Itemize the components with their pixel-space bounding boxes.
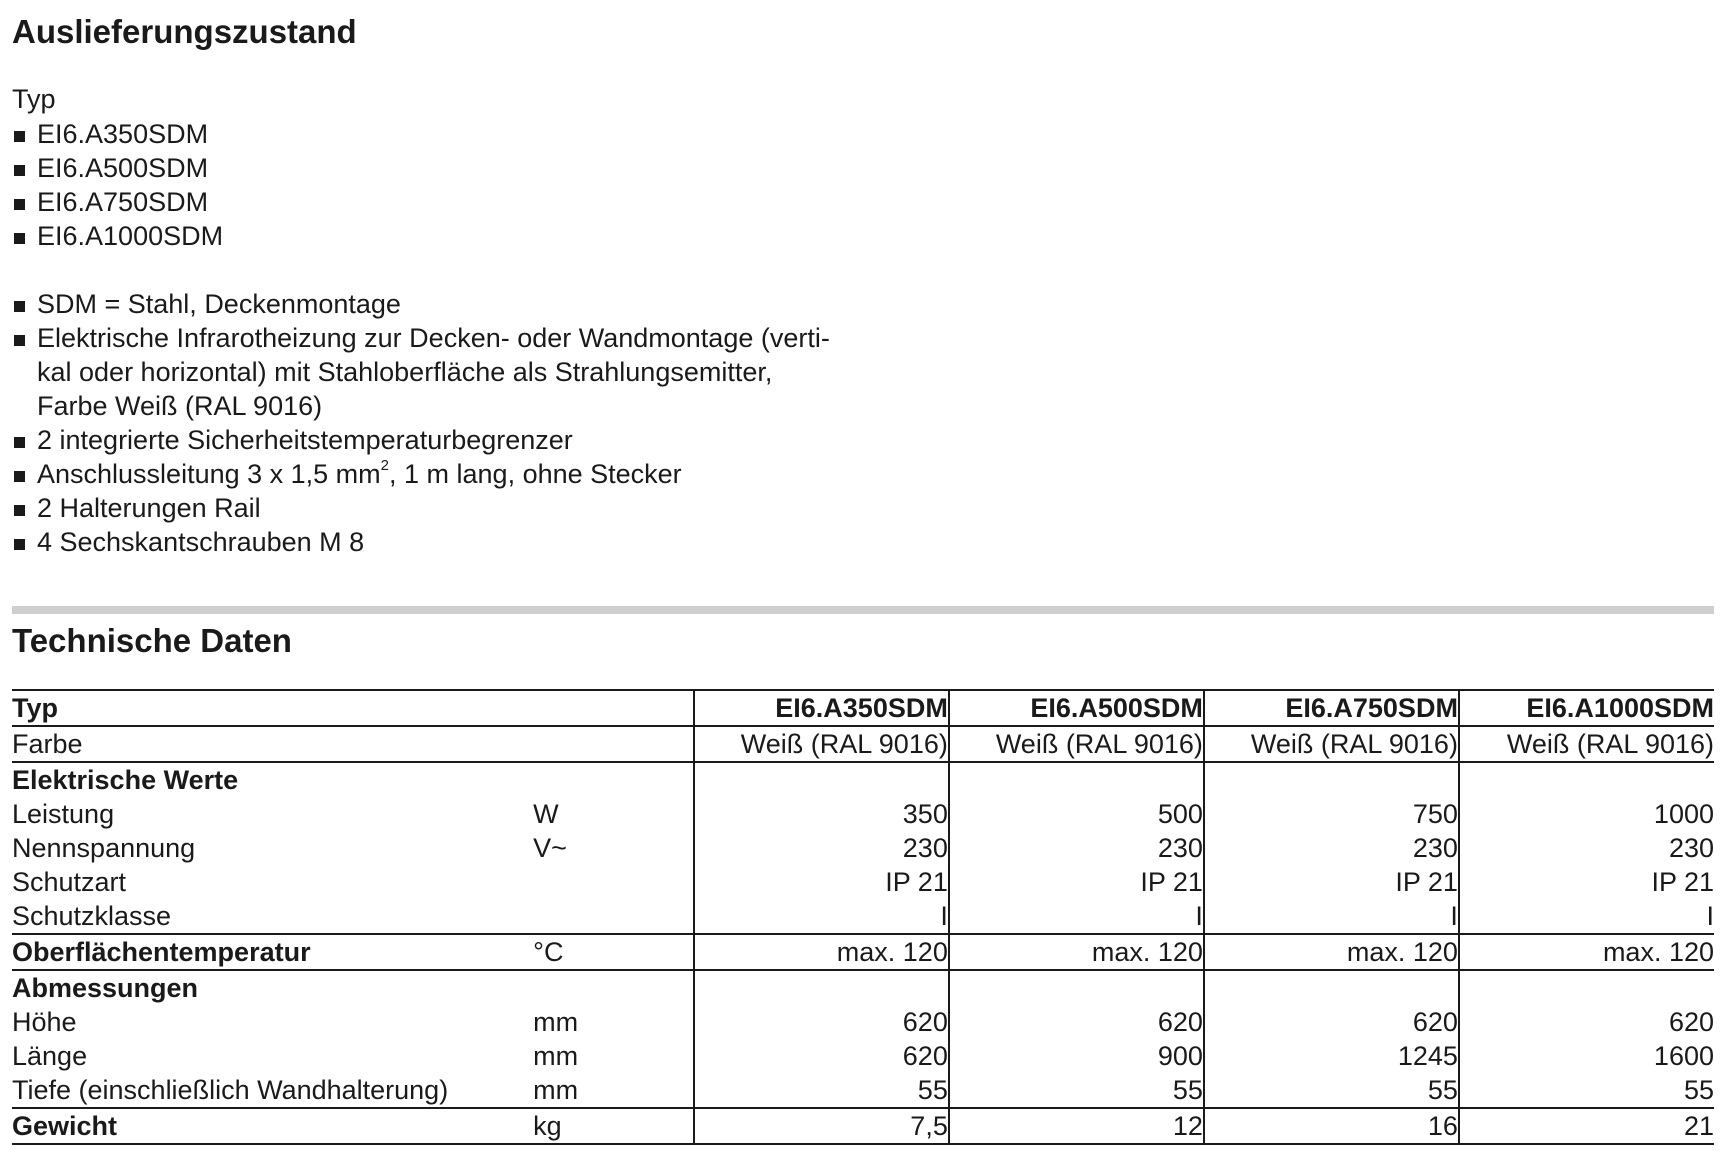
- row-unit: [533, 726, 694, 762]
- cell-value: Weiß (RAL 9016): [1204, 726, 1459, 762]
- row-label: Nennspannung: [12, 833, 196, 863]
- row-label: Leistung: [12, 799, 115, 829]
- cell-value: 230: [1459, 831, 1714, 865]
- table-row: [12, 1005, 1714, 1039]
- cell-value: I: [694, 899, 949, 934]
- section-heading-delivery: Auslieferungszustand: [12, 13, 357, 50]
- cell-value: 55: [694, 1073, 949, 1108]
- cell-value: [1459, 762, 1714, 797]
- cell-value: 620: [694, 1039, 949, 1073]
- row-label: Schutzklasse: [12, 899, 533, 934]
- table-row: [12, 934, 1714, 970]
- row-label: Höhe: [12, 1007, 77, 1037]
- cell-value: IP 21: [1204, 865, 1459, 899]
- row-label: Länge: [12, 1041, 88, 1071]
- cell-value: IP 21: [949, 865, 1204, 899]
- cell-value: 16: [1204, 1108, 1459, 1144]
- table-row: [12, 865, 1714, 899]
- row-unit: mm: [533, 1073, 694, 1108]
- row-unit: kg: [533, 1108, 694, 1144]
- cell-value: IP 21: [1459, 865, 1714, 899]
- list-item: [12, 457, 892, 491]
- cell-value: 620: [1459, 1005, 1714, 1039]
- section-heading-technical: Technische Daten: [12, 622, 292, 659]
- table-header-row: [12, 690, 1714, 726]
- section-divider: [12, 606, 1714, 614]
- row-label: Oberflächentemperatur: [12, 934, 533, 970]
- cell-value: 620: [949, 1005, 1204, 1039]
- superscript: 2: [380, 457, 390, 474]
- cell-value: max. 120: [1204, 934, 1459, 970]
- cell-value: 900: [949, 1039, 1204, 1073]
- row-unit: [533, 762, 694, 797]
- cell-value: 750: [1204, 797, 1459, 831]
- list-item: 4 Sechskantschrauben M 8: [12, 525, 892, 559]
- group-label: Elektrische Werte: [12, 765, 239, 795]
- table-row: [12, 726, 1714, 762]
- cell-value: 12: [949, 1108, 1204, 1144]
- group-label: Abmessungen: [12, 973, 199, 1003]
- row-unit: °C: [533, 934, 694, 970]
- cable-text: Anschlussleitung 3 x 1,5 mm: [37, 459, 381, 489]
- list-item: EI6.A1000SDM: [12, 219, 223, 253]
- header-model: EI6.A350SDM: [694, 690, 949, 726]
- row-label: Farbe: [12, 726, 533, 762]
- list-item: EI6.A500SDM: [12, 151, 223, 185]
- feature-list: [12, 287, 892, 559]
- cell-value: IP 21: [694, 865, 949, 899]
- cell-value: 1600: [1459, 1039, 1714, 1073]
- row-label: Gewicht: [12, 1108, 533, 1144]
- cell-value: 7,5: [694, 1108, 949, 1144]
- type-label: Typ: [12, 84, 56, 114]
- heating-line-1: Elektrische Infrarotheizung zur Decken- oder Wandmontage (verti-: [37, 323, 830, 353]
- row-unit: V~: [533, 833, 567, 863]
- header-label: Typ: [12, 690, 533, 726]
- cell-value: 230: [1204, 831, 1459, 865]
- cell-value: I: [1459, 899, 1714, 934]
- list-item: [12, 321, 892, 423]
- cell-value: [1204, 970, 1459, 1005]
- row-unit: [533, 865, 694, 899]
- cell-value: Weiß (RAL 9016): [694, 726, 949, 762]
- cell-value: max. 120: [949, 934, 1204, 970]
- table-group-row: [12, 970, 1714, 1005]
- cell-value: I: [949, 899, 1204, 934]
- list-item: EI6.A350SDM: [12, 117, 223, 151]
- table-group-row: [12, 762, 1714, 797]
- table-row: [12, 1108, 1714, 1144]
- cell-value: [1204, 762, 1459, 797]
- table-row: [12, 831, 1714, 865]
- table-row: [12, 899, 1714, 934]
- cell-value: max. 120: [1459, 934, 1714, 970]
- cable-text-end: , 1 m lang, ohne Stecker: [389, 459, 682, 489]
- row-unit: mm: [533, 1007, 579, 1037]
- list-item: 2 integrierte Sicherheitstemperaturbegrenzer: [12, 423, 892, 457]
- table-row: [12, 1073, 1714, 1108]
- cell-value: 1245: [1204, 1039, 1459, 1073]
- cell-value: 230: [949, 831, 1204, 865]
- cell-value: 620: [1204, 1005, 1459, 1039]
- row-unit: [533, 899, 694, 934]
- cell-value: max. 120: [694, 934, 949, 970]
- row-unit: [533, 970, 694, 1005]
- header-model: EI6.A750SDM: [1204, 690, 1459, 726]
- cell-value: Weiß (RAL 9016): [1459, 726, 1714, 762]
- cell-value: [694, 762, 949, 797]
- list-item: 2 Halterungen Rail: [12, 491, 892, 525]
- heating-line-2: kal oder horizontal) mit Stahloberfläche als Strahlungsemitter,: [37, 357, 773, 387]
- cell-value: 55: [1204, 1073, 1459, 1108]
- row-unit: mm: [533, 1041, 579, 1071]
- cell-value: [1459, 970, 1714, 1005]
- cell-value: 55: [949, 1073, 1204, 1108]
- header-model: EI6.A500SDM: [949, 690, 1204, 726]
- cell-value: [949, 762, 1204, 797]
- cell-value: 21: [1459, 1108, 1714, 1144]
- cell-value: 500: [949, 797, 1204, 831]
- technical-data-table: [12, 689, 1714, 1145]
- row-label: Schutzart: [12, 867, 127, 897]
- table-row: [12, 797, 1714, 831]
- cell-value: 55: [1459, 1073, 1714, 1108]
- header-unit: [533, 690, 694, 726]
- heating-line-3: Farbe Weiß (RAL 9016): [37, 391, 323, 421]
- cell-value: I: [1204, 899, 1459, 934]
- table-row: [12, 1039, 1714, 1073]
- header-model: EI6.A1000SDM: [1459, 690, 1714, 726]
- cell-value: 620: [694, 1005, 949, 1039]
- cell-value: 350: [694, 797, 949, 831]
- cell-value: 1000: [1459, 797, 1714, 831]
- list-item: SDM = Stahl, Deckenmontage: [12, 287, 892, 321]
- cell-value: 230: [694, 831, 949, 865]
- cell-value: Weiß (RAL 9016): [949, 726, 1204, 762]
- cell-value: [949, 970, 1204, 1005]
- type-list: [12, 117, 223, 253]
- cell-value: [694, 970, 949, 1005]
- list-item: EI6.A750SDM: [12, 185, 223, 219]
- row-unit: W: [533, 799, 559, 829]
- row-label: Tiefe (einschließlich Wandhalterung): [12, 1073, 533, 1108]
